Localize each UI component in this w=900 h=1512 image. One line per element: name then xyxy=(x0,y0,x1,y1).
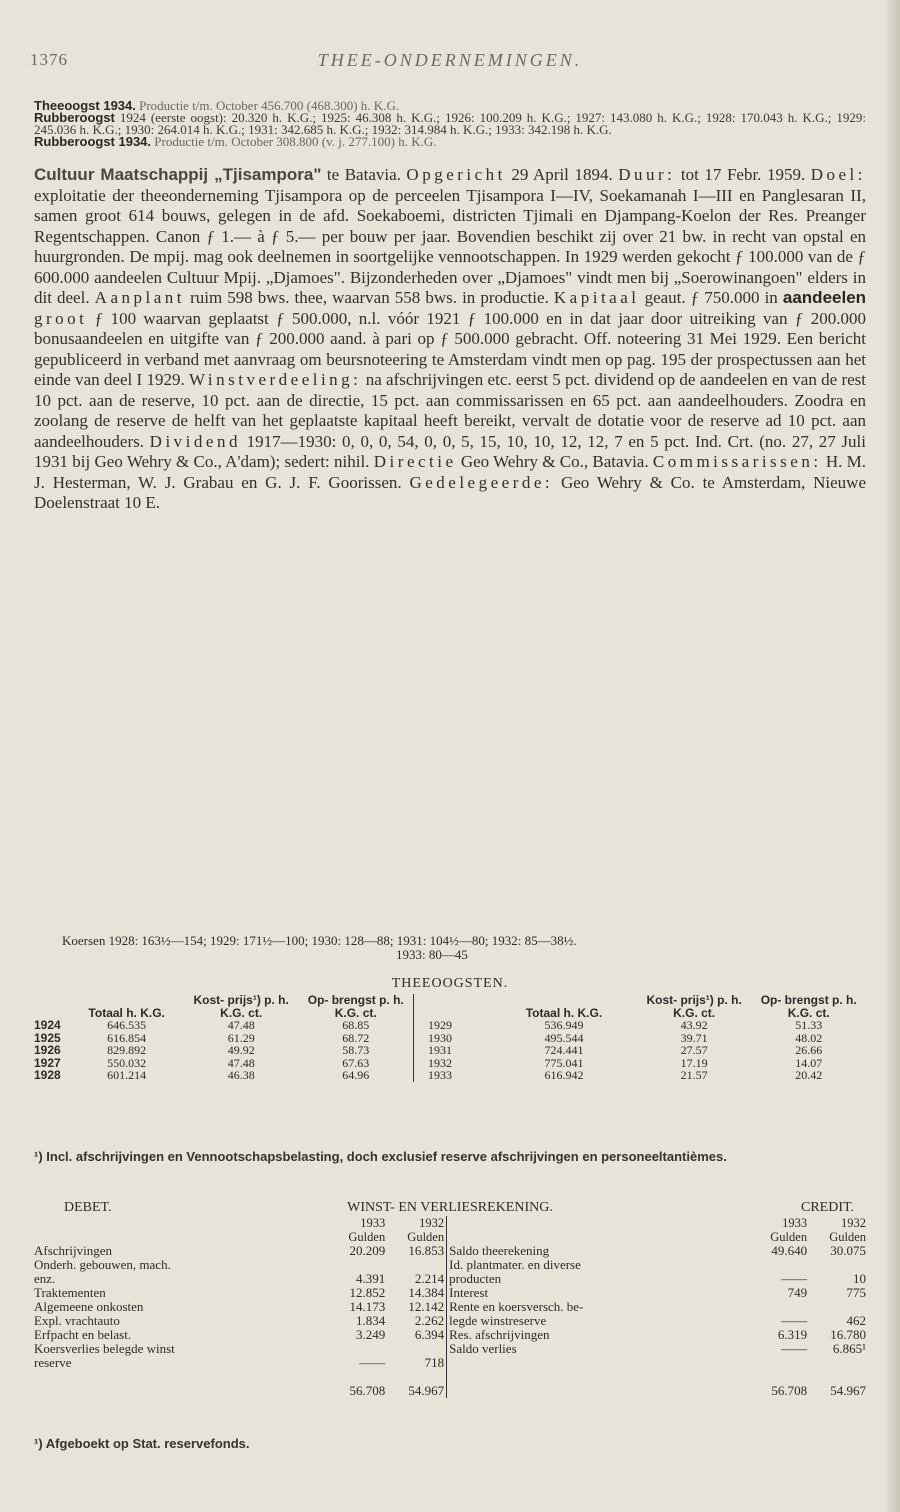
opbrengst-cell: 68.85 xyxy=(342,1018,370,1032)
col-totaal-2: Totaal h. K.G. xyxy=(525,1005,603,1020)
credit-1932-cell xyxy=(809,1258,868,1272)
year-cell: 1927 xyxy=(34,1055,61,1070)
kostprijs-cell: 47.48 xyxy=(227,1018,255,1032)
spacer-row xyxy=(34,1370,868,1384)
totaal-cell: 536.949 xyxy=(544,1018,584,1032)
col-opbrengst: Op- brengst p. h. K.G. ct. xyxy=(307,993,404,1020)
debet-1932-cell: 16.853 xyxy=(408,1243,445,1258)
debet-1933-cell: 1.834 xyxy=(355,1313,386,1328)
opbrengst-cell: 68.72 xyxy=(342,1030,370,1045)
kostprijs-cell: 39.71 xyxy=(680,1030,708,1045)
kostprijs-cell: 49.92 xyxy=(227,1043,255,1057)
unit-gulden: Gulden xyxy=(829,1230,866,1244)
label-groot: groot xyxy=(34,308,88,328)
koersen-line-1: Koersen 1928: 163½—154; 1929: 171½—100; 1930: 128—88; 1931: 104½—80; 1932: 85—38½. xyxy=(62,933,577,948)
credit-1933-cell: —— xyxy=(781,1271,808,1286)
debet-label-cell: Onderh. gebouwen, mach. xyxy=(34,1257,171,1272)
credit-label-cell: Res. afschrijvingen xyxy=(447,1328,751,1342)
credit-1932-cell: 462 xyxy=(846,1313,866,1328)
label-doel: Doel: xyxy=(810,165,867,184)
kostprijs-cell: 61.29 xyxy=(227,1030,255,1045)
debet-1933-cell xyxy=(328,1342,387,1356)
table-row xyxy=(34,1244,868,1258)
koersen xyxy=(62,934,866,962)
debet-1932-cell: 2.214 xyxy=(414,1271,445,1286)
company-description xyxy=(34,165,866,514)
text: ƒ 100 waarvan geplaatst ƒ 500.000, n.l. vóór 1921 ƒ 100.000 en in dat jaar door uitreiking van ƒ 200.000 bonusaandeelen en uitgifte van ƒ 200.000 aand. à pari op ƒ 500.000 gebracht. Off. noteering 31 Mei 1929. Een bericht gepubliceerd in verband met aanvraag om beursnoteering te Amsterdam vindt men op pag. 195 der prospectussen aan het einde van deel I 1929. xyxy=(34,308,866,389)
year-cell: 1924 xyxy=(34,1018,61,1032)
debet-1933-cell xyxy=(328,1258,387,1272)
credit-1933-cell xyxy=(750,1258,809,1272)
col-opbrengst-2: Op- brengst p. h. K.G. ct. xyxy=(760,993,857,1020)
page-header xyxy=(30,50,870,80)
debet-label-cell: Erfpacht en belast. xyxy=(34,1327,132,1342)
opbrengst-cell: 14.07 xyxy=(795,1055,823,1070)
rubberoogst34-line xyxy=(34,136,866,148)
debet-label: DEBET. xyxy=(64,1200,112,1215)
debet-1932-cell: 6.394 xyxy=(414,1327,445,1342)
debet-1933-cell: —— xyxy=(359,1355,386,1370)
rubberoogst34-text: Productie t/m. October 308.800 (v. j. 277.100) h. K.G. xyxy=(154,134,437,149)
debet-label-cell: Algemeene onkosten xyxy=(34,1299,144,1314)
total-debet-1933: 56.708 xyxy=(349,1383,386,1398)
year-cell: 1928 xyxy=(34,1068,61,1082)
opbrengst-cell: 64.96 xyxy=(342,1068,370,1082)
credit-label-cell: Rente en koersversch. be- xyxy=(447,1300,751,1314)
credit-1933-cell xyxy=(750,1300,809,1314)
unit-gulden: Gulden xyxy=(407,1230,445,1244)
opbrengst-cell: 67.63 xyxy=(342,1055,370,1070)
table-row xyxy=(34,1069,866,1082)
credit-label-cell: Id. plantmater. en diverse xyxy=(447,1258,751,1272)
theeoogst-text: Productie t/m. October 456.700 (468.300) h. K.G. xyxy=(139,98,400,113)
unit-header-row xyxy=(34,1230,868,1244)
totaal-cell: 601.214 xyxy=(107,1068,147,1082)
rubberoogst-text: 1924 (eerste oogst): 20.320 h. K.G.; 1925: 46.308 h. K.G.; 1926: 100.209 h. K.G.; 1927: 143.080 h. K.G.; 1928: 170.043 h. K.G.; 1929: 245.036 h. K.G.; 1930: 264.014 h. K.G.; 1931: 342.685 h. K.G.; 1932: 314.984 h. K.G.; 1933: 342.198 h. K.G. xyxy=(34,110,866,137)
year-cell: 1929 xyxy=(414,1019,492,1032)
text: te Batavia. xyxy=(321,165,401,184)
debet-1933-cell: 20.209 xyxy=(349,1243,386,1258)
totals-label-credit xyxy=(447,1384,751,1398)
text: geaut. ƒ 750.000 in xyxy=(639,288,783,307)
company-name: Cultuur Maatschappij „Tjisampora" xyxy=(34,165,322,184)
debet-1932-cell: 12.142 xyxy=(408,1299,445,1314)
credit-1933-cell: —— xyxy=(781,1341,808,1356)
kostprijs-cell: 17.19 xyxy=(680,1055,708,1070)
page-number: 1376 xyxy=(30,50,68,69)
table-row xyxy=(34,1356,868,1370)
table-row xyxy=(34,1328,868,1342)
debet-1932-cell: 2.262 xyxy=(414,1313,445,1328)
opbrengst-cell: 51.33 xyxy=(795,1018,823,1032)
debet-label-cell: enz. xyxy=(34,1271,56,1286)
year-cell: 1933 xyxy=(414,1069,492,1082)
winst-footnote: ¹) Afgeboekt op Stat. reservefonds. xyxy=(34,1436,250,1451)
kostprijs-cell: 46.38 xyxy=(227,1068,255,1082)
debet-1933-cell: 3.249 xyxy=(355,1327,386,1342)
koersen-line-2: 1933: 80—45 xyxy=(396,947,468,962)
year-1932: 1932 xyxy=(419,1216,445,1230)
label-winstverdeeling: Winstverdeeling: xyxy=(189,370,362,389)
opbrengst-cell: 20.42 xyxy=(795,1068,823,1082)
rubberoogst34-label: Rubberoogst 1934. xyxy=(34,134,152,149)
table-row xyxy=(34,1300,868,1314)
table-row xyxy=(34,1258,868,1272)
credit-1932-cell: 16.780 xyxy=(830,1327,866,1342)
opbrengst-cell: 26.66 xyxy=(795,1043,823,1057)
harvest-intro xyxy=(34,100,866,148)
winst-title: WINST- EN VERLIESREKENING. xyxy=(347,1200,553,1215)
credit-label-cell xyxy=(447,1356,751,1370)
label-duur: Duur: xyxy=(618,165,676,184)
credit-1933-cell: 6.319 xyxy=(777,1327,808,1342)
year-cell: 1930 xyxy=(414,1032,492,1045)
theeoogsten-table xyxy=(34,994,866,1082)
text: na afschrijvingen etc. eerst 5 pct. dividend op de aandeelen en van de rest 10 pct. aan de reserve, 10 pct. aan de directie, 15 pct. aan commissarissen en 65 pct. aan aandeelhouders. Zoodra en zoolang de reserve de helft van het geplaatste kapitaal heeft bereikt, vervalt de dotatie voor de reserve ad 10 pct. aan aandeelhouders. xyxy=(34,370,867,451)
label-directie: Directie xyxy=(373,452,457,471)
credit-1933-cell: —— xyxy=(781,1313,808,1328)
credit-1933-cell: 749 xyxy=(787,1285,808,1300)
kostprijs-cell: 27.57 xyxy=(680,1043,708,1057)
table-header-row xyxy=(34,994,866,1019)
rubberoogst-label: Rubberoogst xyxy=(34,110,115,125)
year-1933: 1933 xyxy=(360,1216,386,1230)
year-cell: 1931 xyxy=(414,1044,492,1057)
text: Geo Wehry & Co., Batavia. xyxy=(456,452,649,471)
credit-1932-cell: 6.865¹ xyxy=(832,1341,866,1356)
credit-label-cell: Interest xyxy=(447,1286,751,1300)
debet-1933-cell: 12.852 xyxy=(349,1285,386,1300)
year-cell: 1932 xyxy=(414,1057,492,1070)
label-dividend: Dividend xyxy=(149,431,241,451)
credit-1932-cell xyxy=(809,1300,868,1314)
table-row xyxy=(34,1019,866,1032)
year-1932-credit: 1932 xyxy=(841,1216,866,1230)
text: tot 17 Febr. 1959. xyxy=(675,165,806,184)
credit-1933-cell: 49.640 xyxy=(771,1243,808,1258)
credit-1932-cell: 775 xyxy=(846,1285,866,1300)
totaal-cell: 616.942 xyxy=(544,1068,584,1082)
theeoogst-label: Theeoogst 1934. xyxy=(34,98,136,113)
unit-gulden: Gulden xyxy=(770,1230,808,1244)
label-opgericht: Opgericht xyxy=(406,165,506,184)
text: Geo Wehry & Co. te Amsterdam, Nieuwe Doelenstraat 10 E. xyxy=(34,472,867,512)
opbrengst-cell: 48.02 xyxy=(795,1030,823,1045)
credit-1932-cell: 30.075 xyxy=(830,1243,866,1258)
text: H. M. J. Hesterman, W. J. Grabau en G. J. F. Goorissen. xyxy=(34,452,867,492)
credit-label-cell: legde winstreserve xyxy=(447,1314,751,1328)
totals-label xyxy=(34,1384,328,1398)
debet-1933-cell: 14.173 xyxy=(349,1299,386,1314)
winst-header xyxy=(34,1200,866,1216)
credit-1932-cell xyxy=(809,1356,868,1370)
debet-1932-cell: 14.384 xyxy=(408,1285,445,1300)
col-kostprijs: Kost- prijs¹) p. h. K.G. ct. xyxy=(193,993,289,1020)
totaal-cell: 775.041 xyxy=(544,1055,584,1070)
text: ruim 598 bws. thee, waarvan 558 bws. in productie. xyxy=(185,288,549,307)
credit-1933-cell xyxy=(750,1356,809,1370)
text: 1917—1930: 0, 0, 0, 54, 0, 0, 5, 15, 10, 10, 12, 12, 7 en 5 pct. Ind. Crt. (no. 27, 27 Juli 1931 bij Geo Wehry & Co., A'dam); sedert: nihil. xyxy=(34,431,866,471)
label-aanplant: Aanplant xyxy=(94,288,185,307)
credit-label-cell: producten xyxy=(447,1272,751,1286)
page-edge xyxy=(886,0,900,1512)
credit-label-cell: Saldo verlies xyxy=(447,1342,751,1356)
debet-label-cell: reserve xyxy=(34,1355,72,1370)
totaal-cell: 829.892 xyxy=(107,1043,147,1057)
table-row xyxy=(34,1342,868,1356)
label-gedelegeerde: Gedelegeerde: xyxy=(409,472,554,492)
totaal-cell: 550.032 xyxy=(107,1055,147,1070)
debet-label-cell: Koersverlies belegde winst xyxy=(34,1341,175,1356)
rubberoogst-line xyxy=(34,112,866,136)
kostprijs-cell: 47.48 xyxy=(227,1055,255,1070)
debet-label-cell: Expl. vrachtauto xyxy=(34,1313,120,1328)
label-kapitaal: Kapitaal xyxy=(553,288,640,307)
text: exploitatie der theeonderneming Tjisampora op de perceelen Tjisampora I—IV, Soekamanah I—III en Panglesaran II, samen groot 614 bouws, gelegen in de afd. Soekaboemi, districten Tjimali en Djampang-Koelon der Res. Preanger Regentschappen. Canon ƒ 1.— à ƒ 5.— per bouw per jaar. Bovendien beschikt zij over 21 bw. in recht van opstal en huurgronden. De mpij. mag ook deelnemen in soortgelijke vennootschappen. In 1929 werden gekocht ƒ 100.000 van de ƒ 600.000 aandeelen Cultuur Mpij. „Djamoes". Bijzonderheden over „Djamoes" vindt men bij „Soerowinangoen" elders in dit deel. xyxy=(34,185,866,307)
debet-1933-cell: 4.391 xyxy=(355,1271,386,1286)
credit-1932-cell: 10 xyxy=(853,1271,866,1286)
col-kostprijs-2: Kost- prijs¹) p. h. K.G. ct. xyxy=(646,993,742,1020)
totaal-cell: 724.441 xyxy=(544,1043,584,1057)
debet-1932-cell xyxy=(387,1258,446,1272)
table-row xyxy=(34,1314,868,1328)
kostprijs-cell: 21.57 xyxy=(680,1068,708,1082)
total-credit-1933: 56.708 xyxy=(771,1383,808,1398)
year-cell: 1926 xyxy=(34,1043,61,1057)
opbrengst-cell: 58.73 xyxy=(342,1043,370,1057)
credit-label: CREDIT. xyxy=(800,1200,854,1215)
label-commissarissen: Commissarissen: xyxy=(652,452,822,471)
table-row xyxy=(34,1044,866,1057)
debet-label-cell: Traktementen xyxy=(34,1285,106,1300)
year-cell: 1925 xyxy=(34,1030,61,1045)
year-1933-credit: 1933 xyxy=(782,1216,808,1230)
totals-row xyxy=(34,1384,868,1398)
text: 29 April 1894. xyxy=(505,165,613,184)
totaal-cell: 495.544 xyxy=(544,1030,584,1045)
totaal-cell: 616.854 xyxy=(107,1030,147,1045)
col-totaal: Totaal h. K.G. xyxy=(88,1005,165,1020)
debet-label-cell: Afschrijvingen xyxy=(34,1243,112,1258)
label-aandeelen: aandeelen xyxy=(782,288,867,307)
theeoogsten-title: THEEOOGSTEN. xyxy=(391,976,509,991)
total-debet-1932: 54.967 xyxy=(408,1383,445,1398)
table-row xyxy=(34,1286,868,1300)
year-header-row xyxy=(34,1216,868,1230)
theeoogsten-footnote: ¹) Incl. afschrijvingen en Vennootschapsbelasting, doch exclusief reserve afschrijvingen en personeeltantièmes. xyxy=(34,1149,727,1164)
total-credit-1932: 54.967 xyxy=(830,1383,866,1398)
credit-label-cell: Saldo theerekening xyxy=(447,1244,751,1258)
unit-gulden: Gulden xyxy=(348,1230,386,1244)
running-title: THEE-ONDERNEMINGEN. xyxy=(317,50,583,70)
winst-verlies-table xyxy=(34,1216,868,1398)
debet-1932-cell: 718 xyxy=(424,1355,445,1370)
totaal-cell: 646.535 xyxy=(107,1018,147,1032)
table-row xyxy=(34,1272,868,1286)
kostprijs-cell: 43.92 xyxy=(680,1018,708,1032)
debet-1932-cell xyxy=(387,1342,446,1356)
